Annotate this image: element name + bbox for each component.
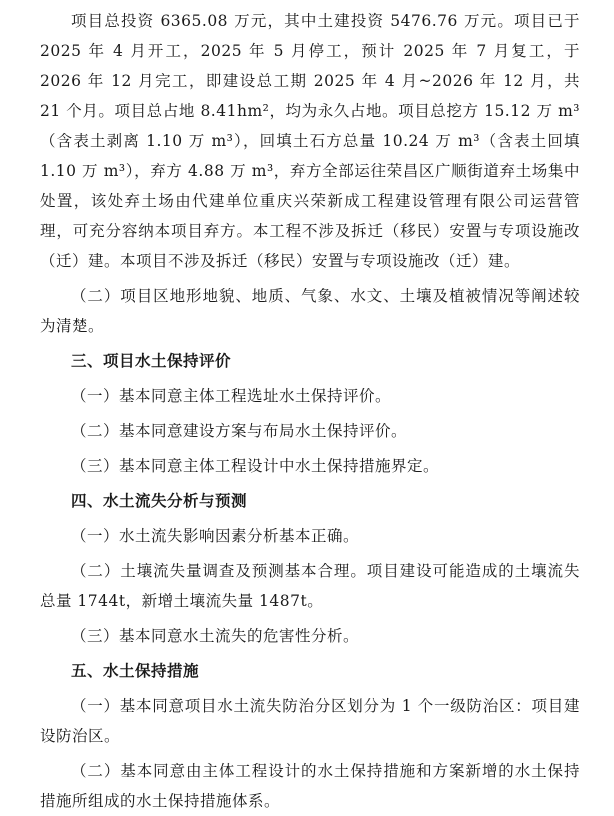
erosion-item-3: （三）基本同意水土流失的危害性分析。 [71, 627, 360, 645]
measures-item-2: （二）基本同意由主体工程设计的水土保持措施和方案新增的水土保持措施所组成的水土保持措施体系。 [40, 762, 580, 810]
erosion-item-1: （一）水土流失影响因素分析基本正确。 [71, 527, 360, 545]
terrain-description-paragraph: （二）项目区地形地貌、地质、气象、水文、土壤及植被情况等阐述较为清楚。 [40, 287, 580, 335]
project-overview-paragraph: 项目总投资 6365.08 万元，其中土建投资 5476.76 万元。项目已于 2025 年 4 月开工，2025 年 5 月停工，预计 2025 年 7 月复工，于 2026 年 12 月完工，即建设总工期 2025 年 4 月~2026 年 12 月，共 21 个月。项目总占地 8.41hm²，均为永久占地。项目总挖方 15.12 万 m³（含表土剥离 1.10 万 m³），回填土石方总量 10.24 万 m³（含表土回填 1.10 万 m³），弃方 4.88 万 m³，弃方全部运往荣昌区广顺街道弃土场集中处置，该处弃土场由代建单位重庆兴荣新成工程建设管理有限公司运营管理，可充分容纳本项目弃方。本工程不涉及拆迁（移民）安置与专项设施改（迁）建。本项目不涉及拆迁（移民）安置与专项设施改（迁）建。 [40, 12, 580, 270]
section-heading-soil-conservation-evaluation: 三、项目水土保持评价 [71, 352, 232, 370]
measures-item-1: （一）基本同意项目水土流失防治分区划分为 1 个一级防治区：项目建设防治区。 [40, 697, 580, 745]
erosion-item-2: （二）土壤流失量调查及预测基本合理。项目建设可能造成的土壤流失总量 1744t，新增土壤流失量 1487t。 [40, 562, 580, 610]
evaluation-item-2: （二）基本同意建设方案与布局水土保持评价。 [71, 422, 408, 440]
section-heading-conservation-measures: 五、水土保持措施 [71, 662, 200, 680]
section-heading-erosion-analysis: 四、水土流失分析与预测 [71, 492, 248, 510]
evaluation-item-1: （一）基本同意主体工程选址水土保持评价。 [71, 387, 392, 405]
evaluation-item-3: （三）基本同意主体工程设计中水土保持措施界定。 [71, 457, 440, 475]
